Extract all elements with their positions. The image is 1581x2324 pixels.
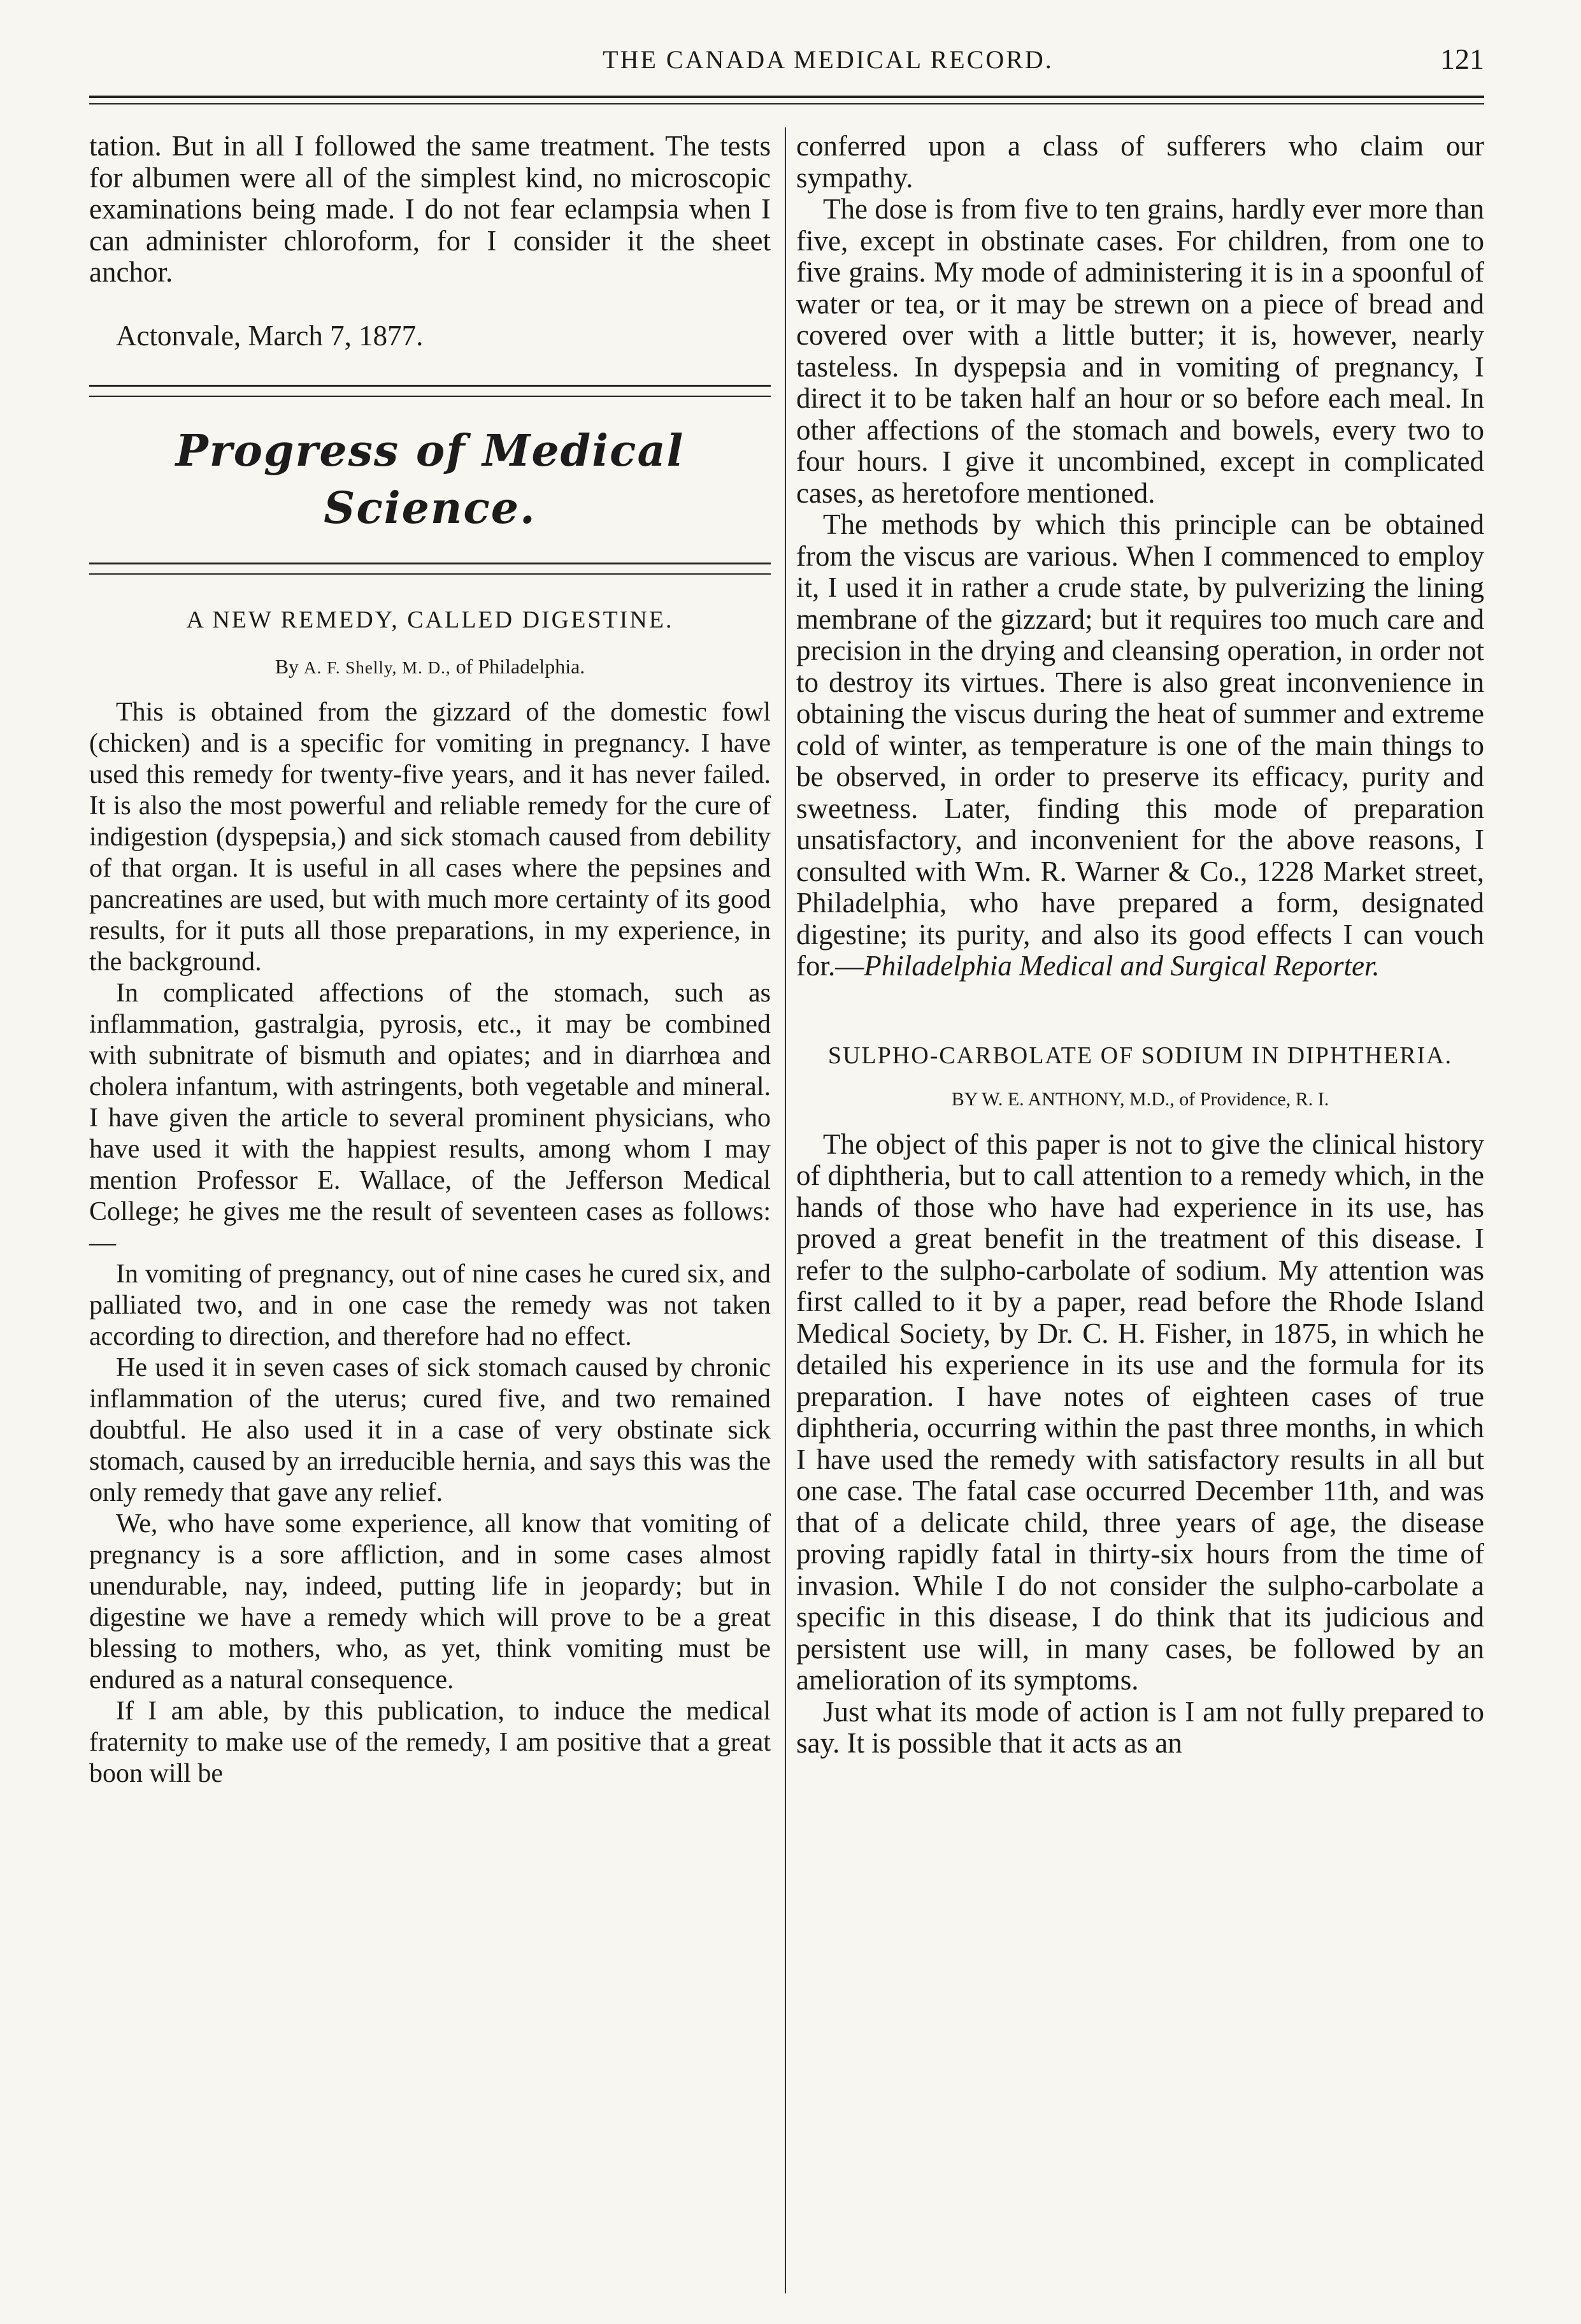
paragraph: He used it in seven cases of sick stomach caused by chronic inflammation of the uterus; cured five, and two remained doubtful. He also used it in a case of very obstinate sick stomach, caused by an irreducible hernia, and says this was the only remedy that gave any relief. — [89, 1353, 771, 1507]
byline-author: BY W. E. ANTHONY, M.D., — [951, 1088, 1175, 1110]
article-title-2: SULPHO-CARBOLATE OF SODIUM IN DIPHTHERIA. — [827, 1042, 1453, 1069]
section-rule-bottom — [89, 563, 771, 575]
source-citation: Philadelphia Medical and Surgical Reporter. — [864, 950, 1380, 982]
paragraph: In vomiting of pregnancy, out of nine cases he cured six, and palliated two, and in one case the remedy was not taken according to direction, and therefore had no effect. — [89, 1259, 771, 1351]
paragraph: The dose is from five to ten grains, hardly ever more than five, except in obstinate cases. For children, from one to five grains. My mode of administering it is in a spoonful of water or tea, or it may be strewn on a piece of bread and covered over with a little butter; it is, however, nearly tasteless. In dyspepsia and in vomiting of pregnancy, I direct it to be taken half an hour or so before each meal. In other affections of the stomach and bowels, every two to four hours. I give it uncombined, except in complicated cases, as heretofore mentioned. — [796, 193, 1484, 509]
header-rule — [89, 96, 1484, 98]
continued-paragraph: tation. But in all I followed the same treatment. The tests for albumen were all of the simplest kind, no microscopic examinations being made. I do not fear eclampsia when I can administer chloroform, for I consider it the sheet anchor. — [89, 130, 771, 288]
running-head: THE CANADA MEDICAL RECORD. — [603, 45, 1054, 74]
byline-by: By — [275, 655, 299, 678]
page-number: 121 — [1440, 43, 1484, 75]
header-rule-thin — [89, 103, 1484, 104]
article-byline — [89, 652, 771, 682]
paragraph: Just what its mode of action is I am not fully prepared to say. It is possible that it acts as an — [796, 1695, 1484, 1759]
dateline: Actonvale, March 7, 1877. — [116, 319, 424, 352]
byline-author: A. F. Shelly, M. D., — [304, 658, 451, 677]
column-divider — [785, 127, 786, 2293]
paragraph — [796, 509, 1484, 982]
paragraph: In complicated affections of the stomach, such as inflammation, gastralgia, pyrosis, etc., it may be combined with subnitrate of bismuth and opiates; and in diarrhœa and cholera infantum, with astringents, both vegetable and mineral. I have given the article to several prominent physicians, who have used it with the happiest results, among whom I may mention Professor E. Wallace, of the Jefferson Medical College; he gives me the result of seventeen cases as follows:— — [89, 979, 771, 1258]
paragraph: The object of this paper is not to give the clinical history of diphtheria, but to call attention to a remedy which, in the hands of those who have had experience in its use, has proved a great benefit in the treatment of this disease. I refer to the sulpho-carbolate of sodium. My attention was first called to it by a paper, read before the Rhode Island Medical Society, by Dr. C. H. Fisher, in 1875, in which he detailed his experience in its use and the formula for its preparation. I have notes of eighteen cases of true diphtheria, occurring within the past three months, in which I have used the remedy with satisfactory results in all but one case. The fatal case occurred December 11th, and was that of a delicate child, three years of age, the disease proving rapidly fatal in thirty-six hours from the time of invasion. While I do not consider the sulpho-carbolate a specific in this disease, I do think that its judicious and persistent use will, in many cases, be followed by an amelioration of its symptoms. — [796, 1128, 1484, 1696]
paragraph: This is obtained from the gizzard of the domestic fowl (chicken) and is a specific for vomiting in pregnancy. I have used this remedy for twenty-five years, and it has never failed. It is also the most powerful and reliable remedy for the cure of indigestion (dyspepsia,) and sick stomach caused from debility of that organ. It is useful in all cases where the pepsines and pancreatines are used, but with much more certainty of its good results, for it puts all those preparations, in my experience, in the background. — [89, 698, 771, 977]
section-title: Progress of Medical Science. — [175, 426, 685, 534]
paragraph: conferred upon a class of sufferers who claim our sympathy. — [796, 130, 1484, 194]
article-byline-2 — [796, 1086, 1484, 1114]
right-column — [796, 131, 1484, 1760]
left-column — [89, 131, 771, 1790]
section-rule-top — [89, 385, 771, 397]
paragraph: If I am able, by this publication, to induce the medical fraternity to make use of the remedy, I am positive that a great boon will be — [89, 1696, 771, 1788]
article-title: A NEW REMEDY, CALLED DIGESTINE. — [186, 606, 674, 633]
paragraph-text: The methods by which this principle can be obtained from the viscus are various. When I commenced to employ it, I used it in rather a crude state, by pulverizing the lining membrane of the gizzard; but it requires too much care and precision in the drying and cleansing operation, in order not to destroy its virtues. There is also great inconvenience in obtaining the viscus during the heat of summer and extreme cold of winter, as temperature is one of the main things to be observed, in order to preserve its efficacy, purity and sweetness. Later, finding this mode of preparation unsatisfactory, and inconvenient for the above reasons, I consulted with Wm. R. Warner & Co., 1228 Market street, Philadelphia, who have prepared a form, designated digestine; its purity, and also its good effects I can vouch for.— — [796, 508, 1484, 982]
paragraph: We, who have some experience, all know that vomiting of pregnancy is a sore affliction, and in some cases almost unendurable, nay, indeed, putting life in jeopardy; but in digestine we have a remedy which will prove to be a great blessing to mothers, who, as yet, think vomiting must be endured as a natural consequence. — [89, 1509, 771, 1695]
byline-place: of Providence, R. I. — [1179, 1088, 1329, 1110]
byline-place: of Philadelphia. — [455, 655, 585, 678]
